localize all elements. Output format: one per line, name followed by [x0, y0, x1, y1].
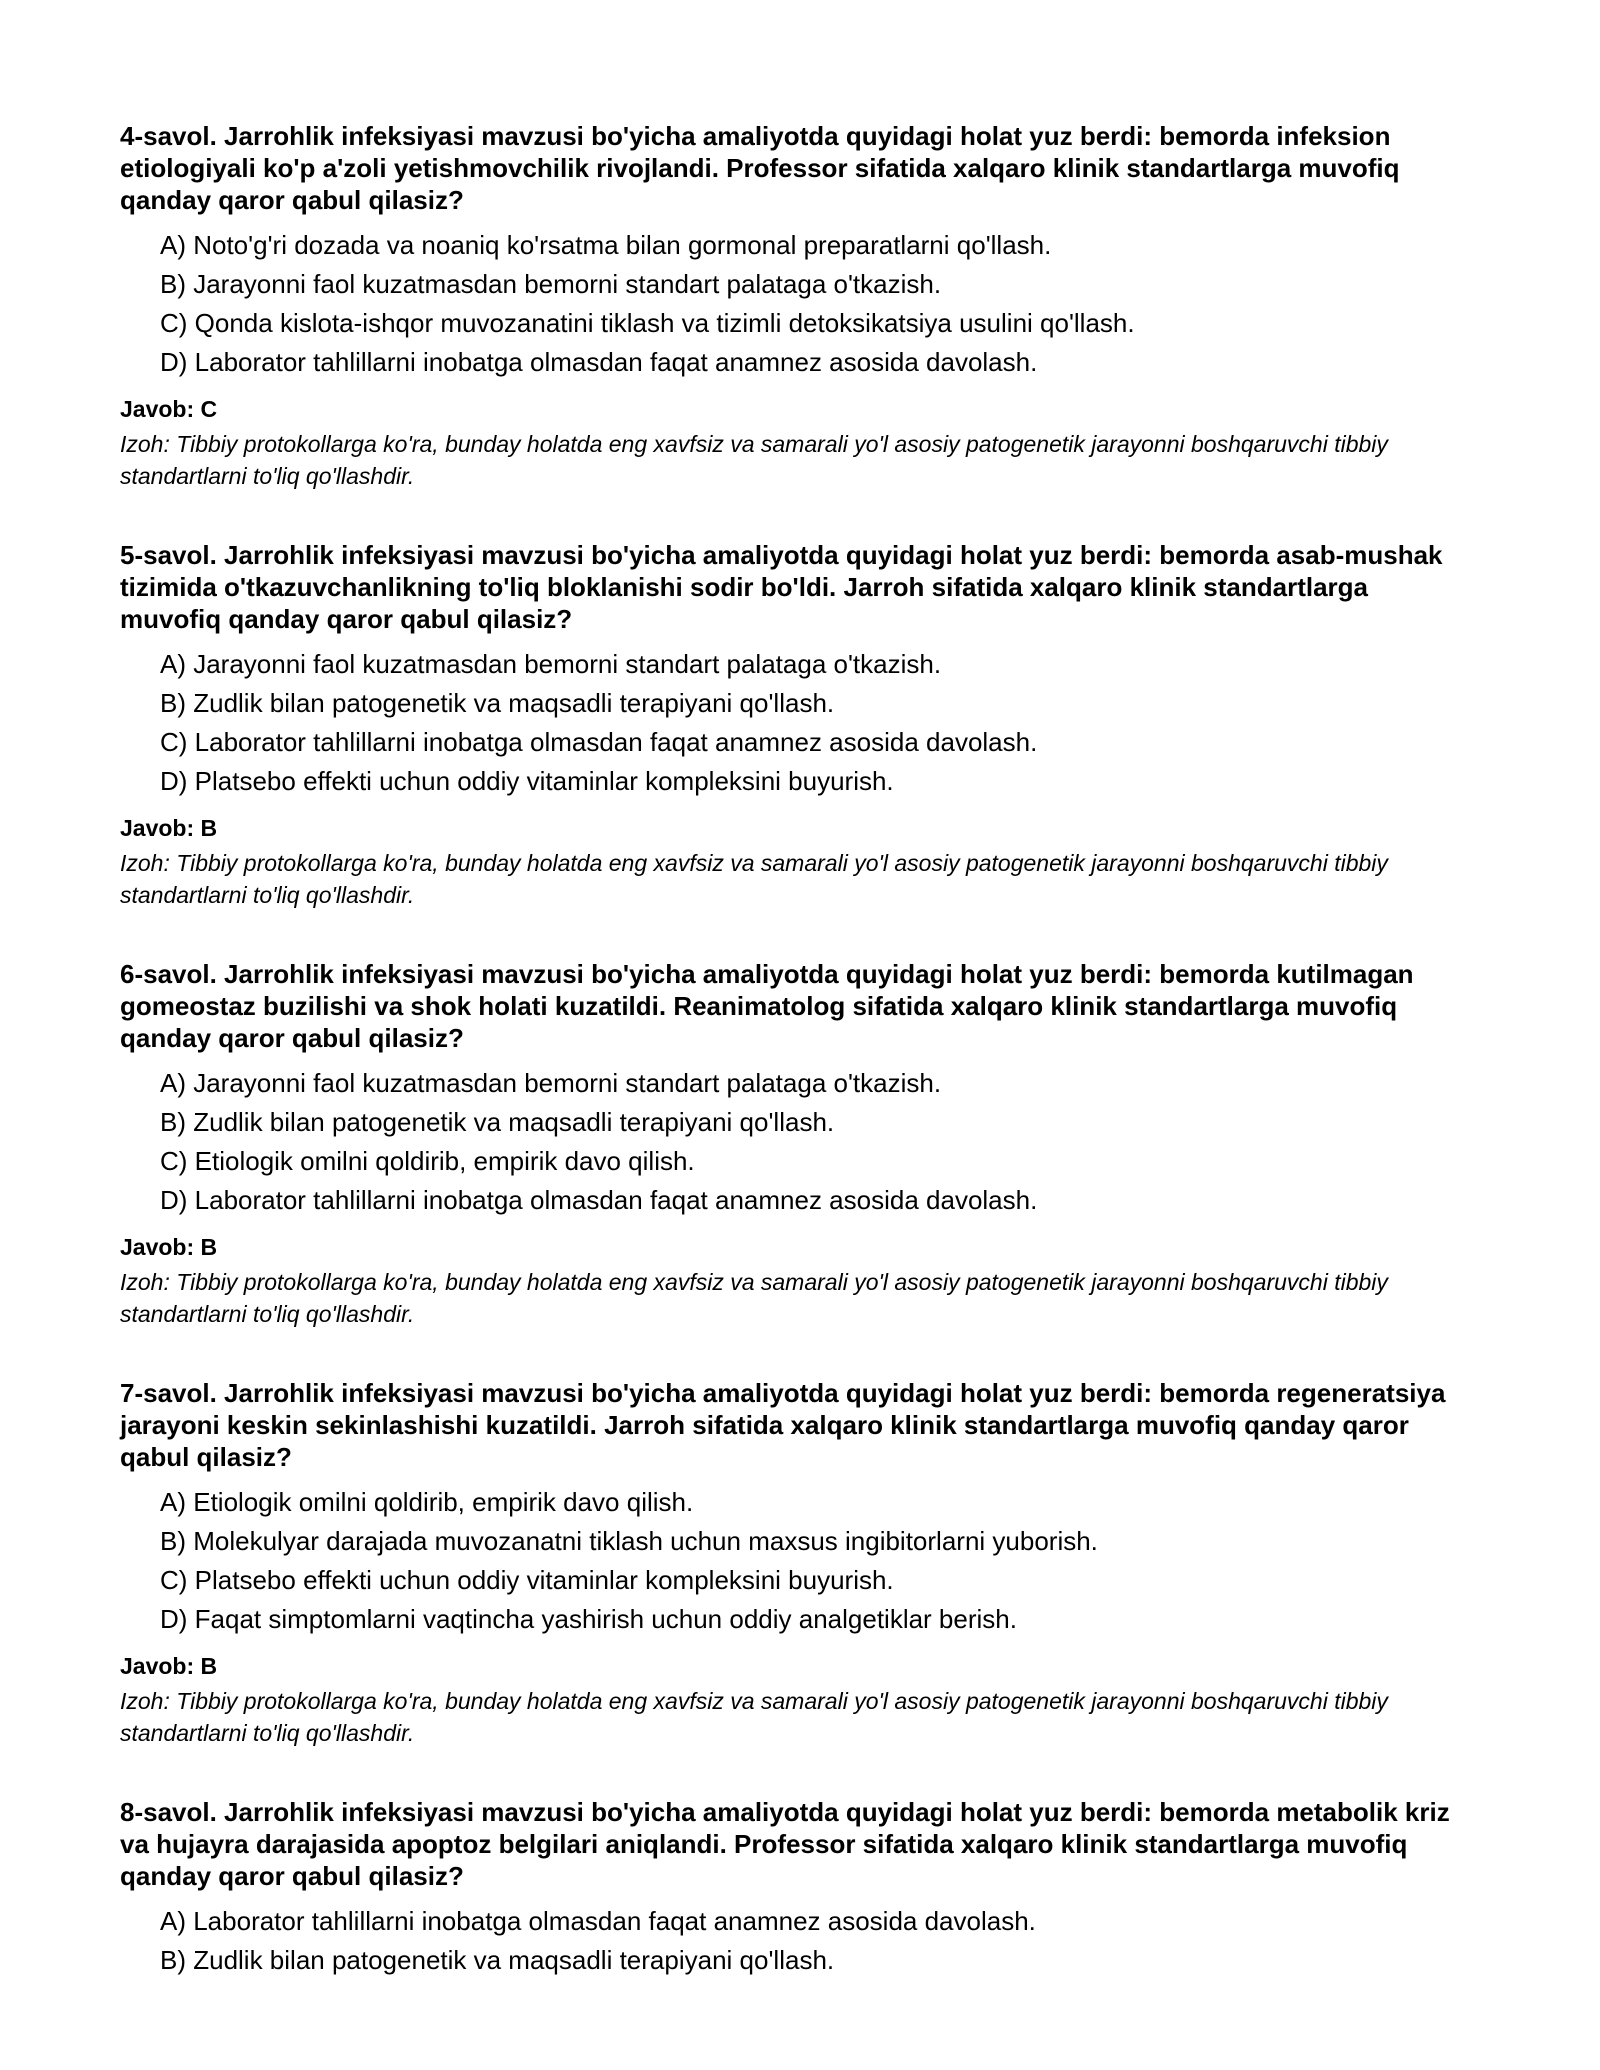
question-block [120, 1377, 1450, 1749]
option-c: C) Platsebo effekti uchun oddiy vitaminlar kompleksini buyurish. [160, 1565, 894, 1595]
explanation-text: Izoh: Tibbiy protokollarga ko'ra, bunday holatda eng xavfsiz va samarali yo'l asosiy patogenetik jarayonni boshqaruvchi tibbiy standartlarni to'liq qo'llashdir. [120, 1269, 1388, 1327]
option-c: C) Qonda kislota-ishqor muvozanatini tiklash va tizimli detoksikatsiya usulini qo'llash. [160, 308, 1135, 338]
option-d: D) Laborator tahlillarni inobatga olmasdan faqat anamnez asosida davolash. [160, 347, 1038, 377]
question-block [120, 958, 1450, 1330]
option-d: D) Faqat simptomlarni vaqtincha yashirish uchun oddiy analgetiklar berish. [160, 1604, 1017, 1634]
explanation-text: Izoh: Tibbiy protokollarga ko'ra, bunday holatda eng xavfsiz va samarali yo'l asosiy patogenetik jarayonni boshqaruvchi tibbiy standartlarni to'liq qo'llashdir. [120, 1688, 1388, 1746]
option-c: C) Etiologik omilni qoldirib, empirik davo qilish. [160, 1146, 695, 1176]
option-a: A) Jarayonni faol kuzatmasdan bemorni standart palataga o'tkazish. [160, 649, 942, 679]
option-a: A) Etiologik omilni qoldirib, empirik davo qilish. [160, 1487, 694, 1517]
option-b: B) Zudlik bilan patogenetik va maqsadli terapiyani qo'llash. [160, 688, 835, 718]
question-text: 6-savol. Jarrohlik infeksiyasi mavzusi bo'yicha amaliyotda quyidagi holat yuz berdi: bemorda kutilmagan gomeostaz buzilishi va shok holati kuzatildi. Reanimatolog sifatida xalqaro klinik standartlarga muvofiq qanday qaror qabul qilasiz? [120, 959, 1414, 1053]
explanation-text: Izoh: Tibbiy protokollarga ko'ra, bunday holatda eng xavfsiz va samarali yo'l asosiy patogenetik jarayonni boshqaruvchi tibbiy standartlarni to'liq qo'llashdir. [120, 431, 1388, 489]
option-a: A) Noto'g'ri dozada va noaniq ko'rsatma bilan gormonal preparatlarni qo'llash. [160, 230, 1052, 260]
question-text: 8-savol. Jarrohlik infeksiyasi mavzusi bo'yicha amaliyotda quyidagi holat yuz berdi: bemorda metabolik kriz va hujayra darajasida apoptoz belgilari aniqlandi. Professor sifatida xalqaro klinik standartlarga muvofiq qanday qaror qabul qilasiz? [120, 1797, 1450, 1891]
option-d: D) Laborator tahlillarni inobatga olmasdan faqat anamnez asosida davolash. [160, 1185, 1038, 1215]
answer-label: Javob: B [120, 1653, 218, 1679]
answer-label: Javob: C [120, 396, 218, 422]
option-b: B) Zudlik bilan patogenetik va maqsadli terapiyani qo'llash. [160, 1107, 835, 1137]
options-list [120, 1064, 1450, 1220]
answer-label: Javob: B [120, 815, 218, 841]
option-a: A) Laborator tahlillarni inobatga olmasdan faqat anamnez asosida davolash. [160, 1906, 1036, 1936]
option-a: A) Jarayonni faol kuzatmasdan bemorni standart palataga o'tkazish. [160, 1068, 942, 1098]
options-list [120, 1483, 1450, 1639]
document-page [120, 120, 1450, 2027]
question-text: 4-savol. Jarrohlik infeksiyasi mavzusi bo'yicha amaliyotda quyidagi holat yuz berdi: bemorda infeksion etiologiyali ko'p a'zoli yetishmovchilik rivojlandi. Professor sifatida xalqaro klinik standartlarga muvofiq qanday qaror qabul qilasiz? [120, 121, 1400, 215]
options-list [120, 645, 1450, 801]
question-block [120, 120, 1450, 492]
explanation-text: Izoh: Tibbiy protokollarga ko'ra, bunday holatda eng xavfsiz va samarali yo'l asosiy patogenetik jarayonni boshqaruvchi tibbiy standartlarni to'liq qo'llashdir. [120, 850, 1388, 908]
question-text: 5-savol. Jarrohlik infeksiyasi mavzusi bo'yicha amaliyotda quyidagi holat yuz berdi: bemorda asab-mushak tizimida o'tkazuvchanlikning to'liq bloklanishi sodir bo'ldi. Jarroh sifatida xalqaro klinik standartlarga muvofiq qanday qaror qabul qilasiz? [120, 540, 1443, 634]
option-d: D) Platsebo effekti uchun oddiy vitaminlar kompleksini buyurish. [160, 766, 894, 796]
option-b: B) Zudlik bilan patogenetik va maqsadli terapiyani qo'llash. [160, 1945, 835, 1975]
question-block [120, 539, 1450, 911]
options-list [120, 1902, 1450, 1980]
option-b: B) Jarayonni faol kuzatmasdan bemorni standart palataga o'tkazish. [160, 269, 942, 299]
answer-label: Javob: B [120, 1234, 218, 1260]
option-b: B) Molekulyar darajada muvozanatni tiklash uchun maxsus ingibitorlarni yuborish. [160, 1526, 1098, 1556]
question-block [120, 1796, 1450, 1980]
question-text: 7-savol. Jarrohlik infeksiyasi mavzusi bo'yicha amaliyotda quyidagi holat yuz berdi: bemorda regeneratsiya jarayoni keskin sekinlashishi kuzatildi. Jarroh sifatida xalqaro klinik standartlarga muvofiq qanday qaror qabul qilasiz? [120, 1378, 1446, 1472]
option-c: C) Laborator tahlillarni inobatga olmasdan faqat anamnez asosida davolash. [160, 727, 1038, 757]
options-list [120, 226, 1450, 382]
